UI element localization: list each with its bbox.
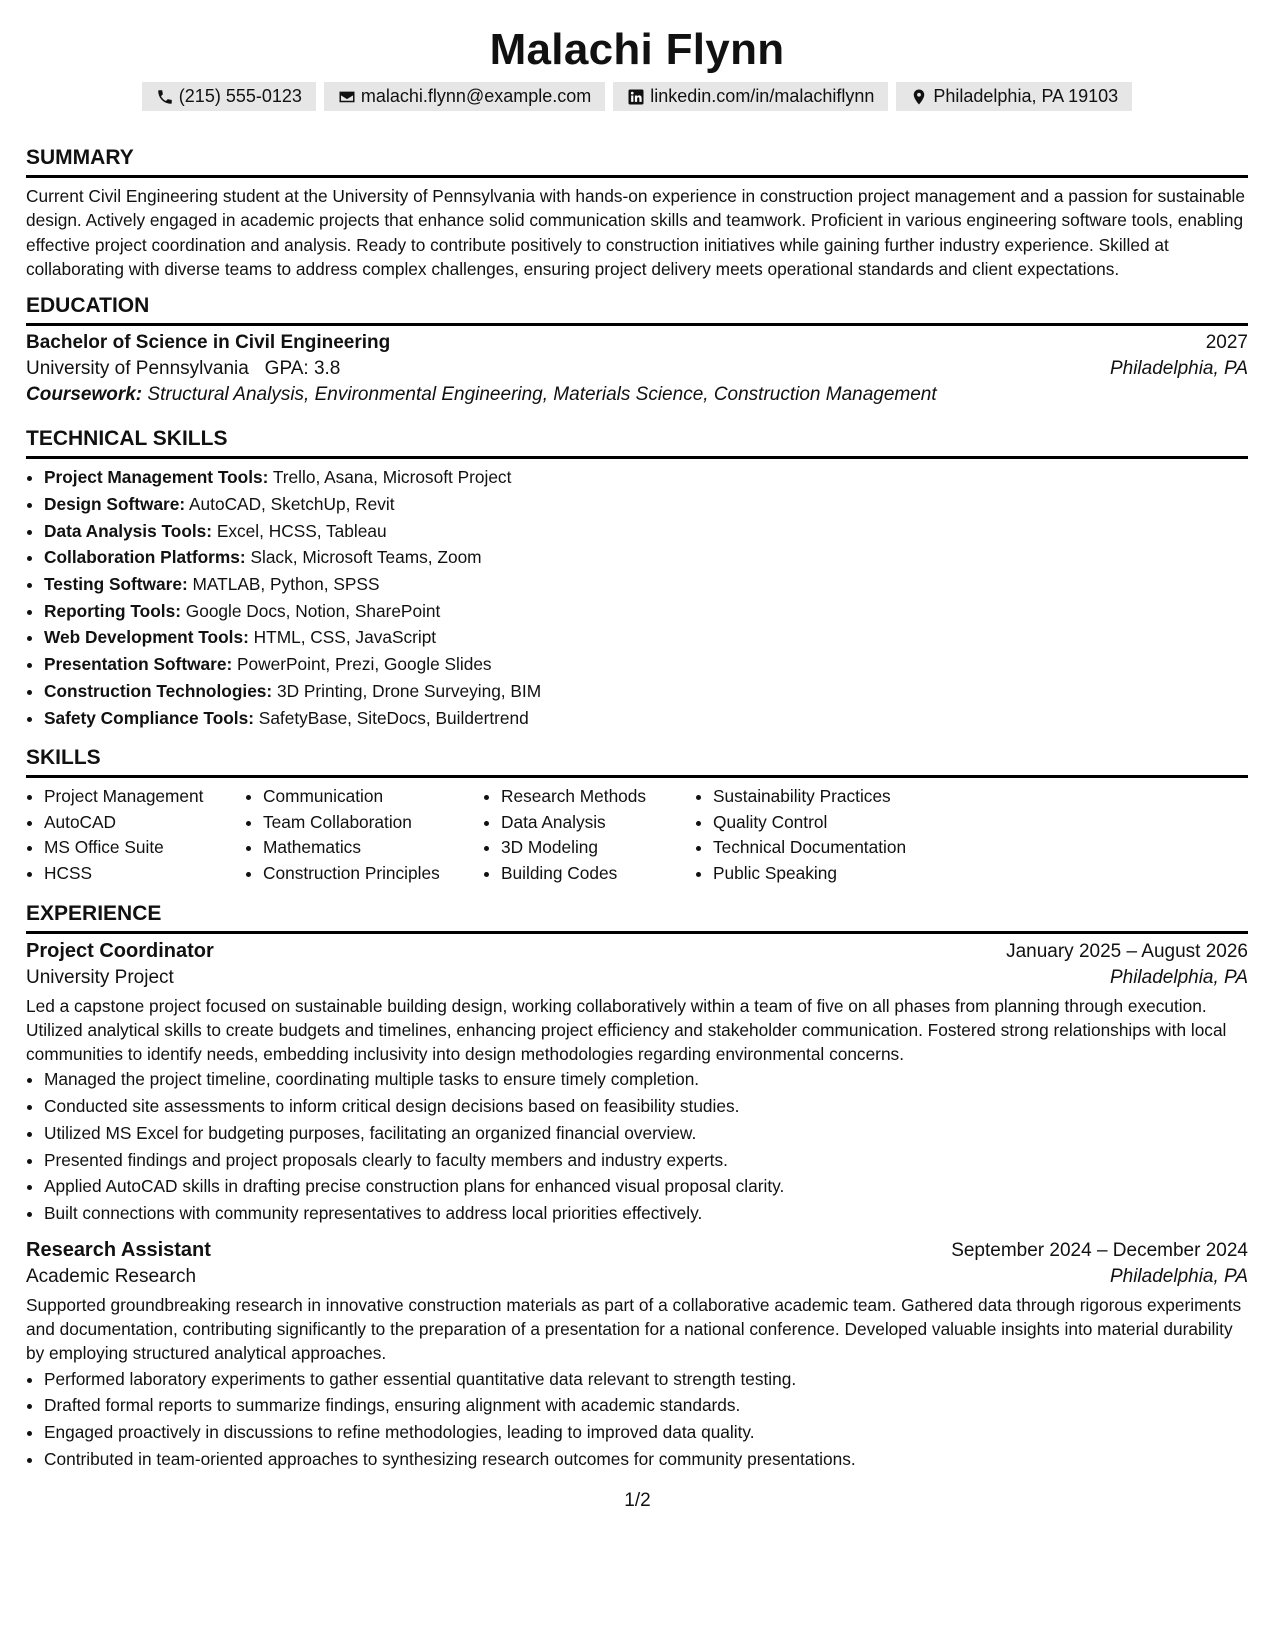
job-organization: Academic Research bbox=[26, 1265, 197, 1287]
skill-category-label: Project Management Tools: bbox=[44, 467, 269, 488]
list-item: • Built connections with community representatives to address local priorities effectively. bbox=[44, 1200, 1248, 1227]
technical-skills-heading: TECHNICAL SKILLS bbox=[26, 426, 1248, 459]
job-dates: January 2025 – August 2026 bbox=[1006, 940, 1248, 962]
envelope-icon bbox=[338, 88, 356, 106]
list-item: • Contributed in team-oriented approaches to synthesizing research outcomes for community presentations. bbox=[44, 1446, 1248, 1473]
graduation-year: 2027 bbox=[1205, 332, 1248, 354]
skill-category-label: Reporting Tools: bbox=[44, 600, 181, 621]
school-name: University of Pennsylvania bbox=[26, 358, 249, 380]
list-item bbox=[44, 624, 1248, 651]
contact-phone[interactable] bbox=[142, 82, 316, 111]
job-title-row bbox=[26, 1239, 1248, 1262]
contact-phone-text: (215) 555-0123 bbox=[178, 86, 302, 106]
linkedin-icon bbox=[627, 88, 645, 106]
skill-category-value: MATLAB, Python, SPSS bbox=[192, 574, 380, 594]
experience-section bbox=[26, 901, 1248, 1473]
job-title: Project Coordinator bbox=[26, 939, 214, 962]
skills-column bbox=[695, 784, 973, 886]
skill-category-label: Collaboration Platforms: bbox=[44, 547, 246, 568]
list-item: • Conducted site assessments to inform critical design decisions based on feasibility studies. bbox=[44, 1093, 1248, 1120]
job-description: Supported groundbreaking research in innovative construction materials as part of a collaborative academic team. Gathered data through rigorous experiments and documentation, contributing significantly to the preparation of a presentation for a national conference. Developed valuable insights into material durability by employing structured analytical approaches. bbox=[26, 1294, 1242, 1364]
summary-heading: SUMMARY bbox=[26, 145, 1248, 178]
skill-category-value: Trello, Asana, Microsoft Project bbox=[272, 467, 512, 488]
list-item: • Sustainability Practices bbox=[713, 784, 973, 810]
list-item bbox=[44, 651, 1248, 678]
candidate-name: Malachi Flynn bbox=[489, 25, 785, 74]
list-item: • Managed the project timeline, coordinating multiple tasks to ensure timely completion. bbox=[44, 1066, 1248, 1093]
skill-category-label: Presentation Software: bbox=[44, 654, 233, 675]
list-item: • Mathematics bbox=[263, 835, 483, 861]
list-item bbox=[44, 518, 1248, 545]
skill-category-label: Testing Software: bbox=[44, 574, 188, 594]
education-heading: EDUCATION bbox=[26, 293, 1248, 326]
job-bullets bbox=[26, 1066, 1248, 1226]
contact-linkedin[interactable] bbox=[613, 82, 888, 111]
contact-location-text: Philadelphia, PA 19103 bbox=[933, 86, 1119, 106]
summary-text: Current Civil Engineering student at the University of Pennsylvania with hands-on experience in construction project management and a passion for sustainable design. Actively engaged in academic projects that enhance solid communication skills and teamwork. Proficient in various engineering software tools, enabling effective project coordination and analysis. Ready to contribute positively to construction initiatives while gaining further industry experience. Skilled at collaborating with diverse teams to address complex challenges, ensuring project delivery meets operational standards and client expectations. bbox=[26, 186, 1246, 279]
skill-category-value: Excel, HCSS, Tableau bbox=[216, 520, 387, 541]
list-item: • Engaged proactively in discussions to refine methodologies, leading to improved data quality. bbox=[44, 1419, 1248, 1446]
gpa: GPA: 3.8 bbox=[264, 358, 341, 380]
skill-category-value: AutoCAD, SketchUp, Revit bbox=[189, 493, 395, 514]
job-organization: University Project bbox=[26, 966, 174, 988]
list-item bbox=[44, 598, 1248, 625]
coursework-list: Structural Analysis, Environmental Engineering, Materials Science, Construction Management bbox=[147, 384, 937, 406]
job-bullets bbox=[26, 1366, 1248, 1473]
list-item: • Research Methods bbox=[501, 784, 695, 810]
job-description: Led a capstone project focused on sustainable building design, working collaboratively within a team of five on all phases from planning through execution. Utilized analytical skills to create budgets and timelines, enhancing project efficiency and stakeholder communication. Fostered strong relationships with local communities to identify needs, embedding inclusivity into design methodologies regarding environmental concerns. bbox=[26, 995, 1227, 1065]
education-degree-row bbox=[26, 332, 1248, 354]
contact-email[interactable] bbox=[324, 82, 605, 111]
list-item: • Performed laboratory experiments to gather essential quantitative data relevant to strength testing. bbox=[44, 1366, 1248, 1393]
skill-category-value: PowerPoint, Prezi, Google Slides bbox=[237, 654, 492, 675]
school-location: Philadelphia, PA bbox=[1109, 358, 1248, 380]
skills-column bbox=[245, 784, 483, 886]
job-title: Research Assistant bbox=[26, 1238, 211, 1261]
coursework-line bbox=[26, 384, 1248, 406]
skill-category-label: Construction Technologies: bbox=[44, 680, 273, 701]
list-item bbox=[44, 678, 1248, 705]
list-item: • Presented findings and project proposals clearly to faculty members and industry experts. bbox=[44, 1147, 1248, 1174]
resume-page bbox=[26, 0, 1248, 1472]
skills-grid bbox=[26, 784, 1248, 886]
education-section bbox=[26, 293, 1248, 406]
skills-heading: SKILLS bbox=[26, 745, 1248, 778]
list-item: • Applied AutoCAD skills in drafting precise construction plans for enhanced visual proposal clarity. bbox=[44, 1173, 1248, 1200]
skill-category-value: HTML, CSS, JavaScript bbox=[253, 627, 437, 648]
skill-category-value: SafetyBase, SiteDocs, Buildertrend bbox=[258, 707, 529, 728]
job-dates: September 2024 – December 2024 bbox=[951, 1239, 1248, 1261]
list-item bbox=[44, 544, 1248, 571]
list-item: • Building Codes bbox=[501, 861, 695, 887]
coursework-label: Coursework: bbox=[26, 384, 143, 406]
job-location: Philadelphia, PA bbox=[1109, 1265, 1248, 1287]
job-entry bbox=[26, 1239, 1248, 1473]
list-item: • Communication bbox=[263, 784, 483, 810]
contact-linkedin-text: linkedin.com/in/malachiflynn bbox=[650, 86, 875, 106]
list-item: • Construction Principles bbox=[263, 861, 483, 887]
technical-skills-list bbox=[26, 464, 1248, 731]
job-org-row bbox=[26, 967, 1248, 989]
list-item: • Utilized MS Excel for budgeting purposes, facilitating an organized financial overview. bbox=[44, 1120, 1248, 1147]
list-item bbox=[44, 571, 1248, 598]
skills-section bbox=[26, 745, 1248, 886]
map-pin-icon bbox=[910, 88, 928, 106]
contact-email-text: malachi.flynn@example.com bbox=[360, 86, 592, 106]
education-school-row bbox=[26, 358, 1248, 380]
list-item: • Technical Documentation bbox=[713, 835, 973, 861]
skill-category-value: Google Docs, Notion, SharePoint bbox=[185, 600, 441, 621]
list-item: • 3D Modeling bbox=[501, 835, 695, 861]
technical-skills-section bbox=[26, 426, 1248, 731]
list-item: • MS Office Suite bbox=[44, 835, 245, 861]
list-item: • Data Analysis bbox=[501, 810, 695, 836]
job-title-row bbox=[26, 940, 1248, 963]
skill-category-label: Data Analysis Tools: bbox=[44, 520, 213, 541]
experience-heading: EXPERIENCE bbox=[26, 901, 1248, 934]
skill-category-label: Web Development Tools: bbox=[44, 627, 249, 648]
list-item: • Project Management bbox=[44, 784, 245, 810]
list-item bbox=[44, 491, 1248, 518]
school-line bbox=[26, 358, 340, 380]
list-item: • Drafted formal reports to summarize findings, ensuring alignment with academic standards. bbox=[44, 1392, 1248, 1419]
phone-icon bbox=[156, 88, 174, 106]
list-item: • Quality Control bbox=[713, 810, 973, 836]
degree: Bachelor of Science in Civil Engineering bbox=[26, 332, 391, 354]
skill-category-label: Safety Compliance Tools: bbox=[44, 707, 254, 728]
page-number: 1/2 bbox=[624, 1490, 651, 1511]
skills-column bbox=[26, 784, 245, 886]
skill-category-label: Design Software: bbox=[44, 493, 186, 514]
job-org-row bbox=[26, 1266, 1248, 1288]
list-item: • AutoCAD bbox=[44, 810, 245, 836]
skill-category-value: Slack, Microsoft Teams, Zoom bbox=[250, 547, 482, 568]
list-item bbox=[44, 464, 1248, 491]
list-item bbox=[44, 705, 1248, 732]
list-item: • HCSS bbox=[44, 861, 245, 887]
job-location: Philadelphia, PA bbox=[1109, 966, 1248, 988]
summary-section bbox=[26, 145, 1248, 281]
skills-column bbox=[483, 784, 695, 886]
skill-category-value: 3D Printing, Drone Surveying, BIM bbox=[277, 680, 542, 701]
contact-bar bbox=[26, 82, 1248, 111]
list-item: • Team Collaboration bbox=[263, 810, 483, 836]
job-entry bbox=[26, 940, 1248, 1227]
list-item: • Public Speaking bbox=[713, 861, 973, 887]
contact-location bbox=[896, 82, 1132, 111]
